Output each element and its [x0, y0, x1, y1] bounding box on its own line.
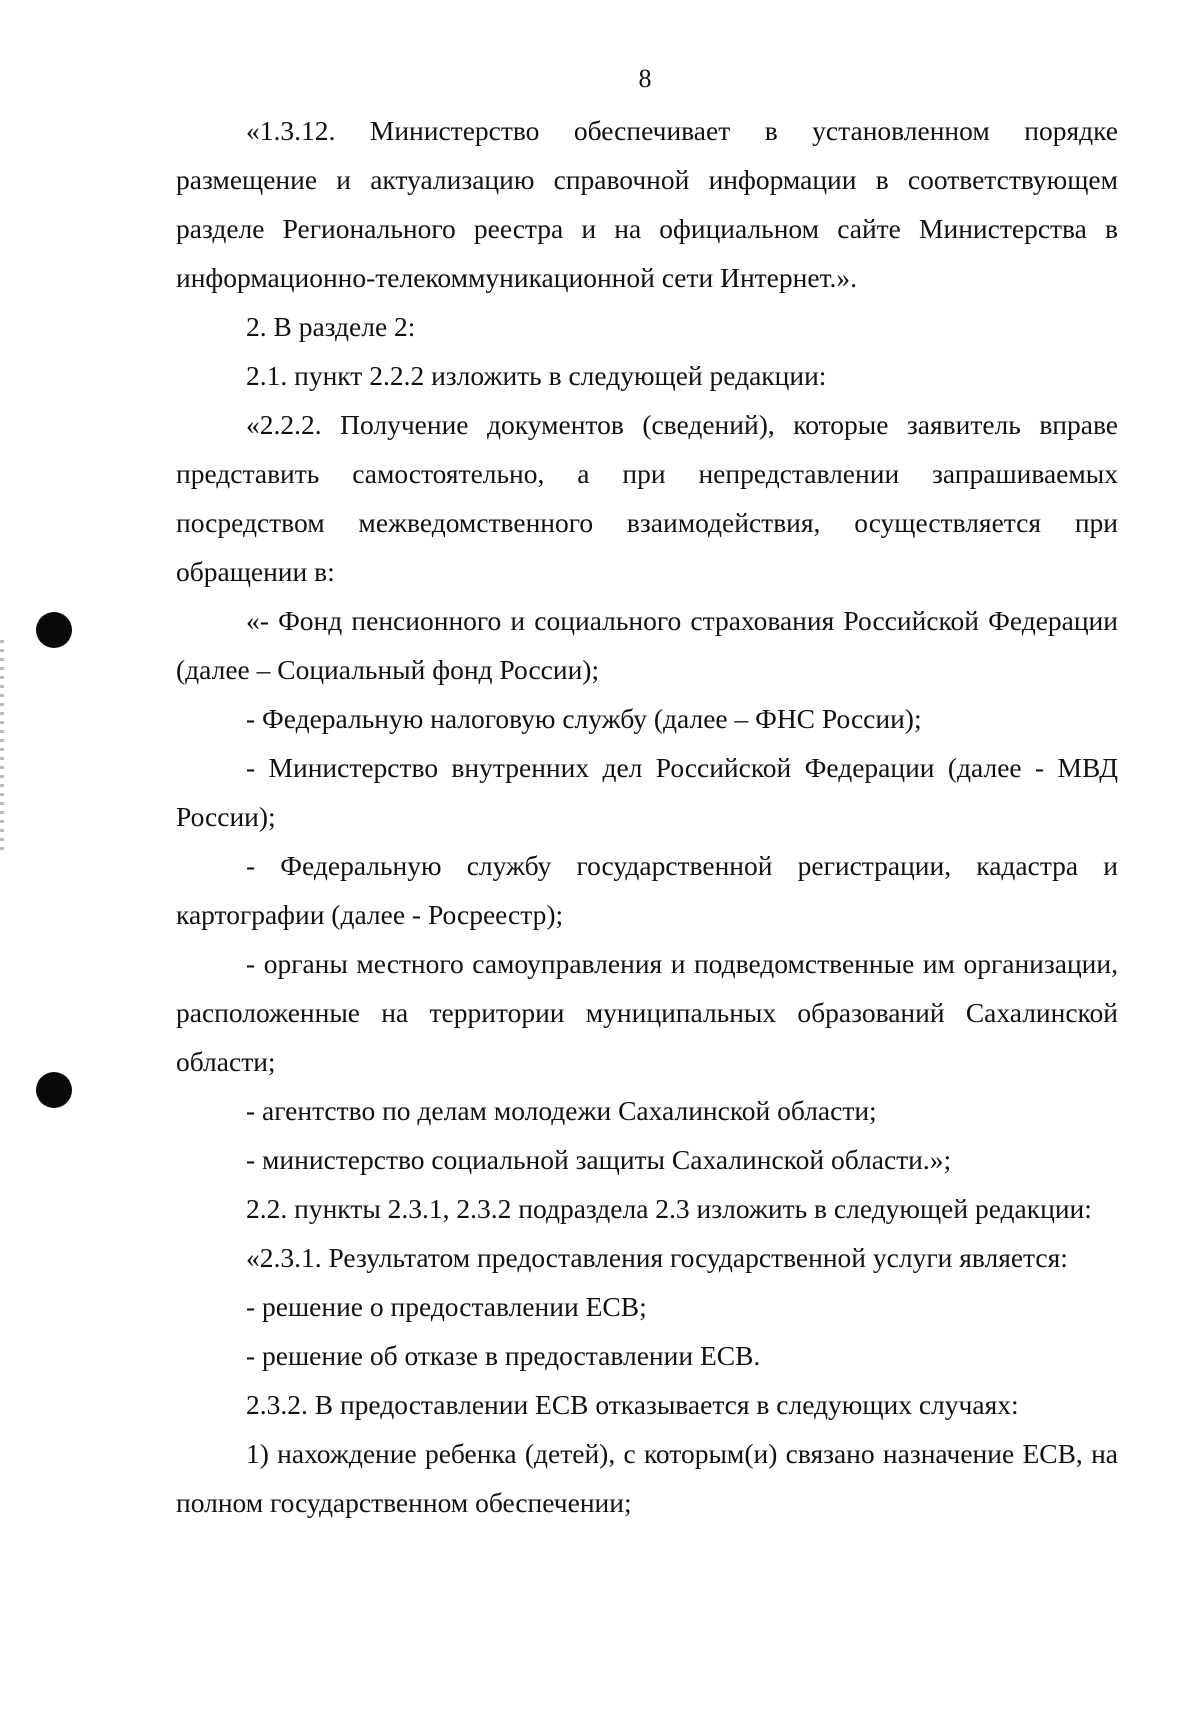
paragraph-2-3-1: «2.3.1. Результатом предоставления государственной услуги является:: [246, 1242, 1068, 1273]
list-item-rosreestr: - Федеральную службу государственной регистрации, кадастра и картографии (далее - Росреестр);: [176, 850, 1118, 930]
paragraph-2-2-2: «2.2.2. Получение документов (сведений), которые заявитель вправе представить самостоятельно, а при непредставлении запрашиваемых посредством межведомственного взаимодействия, осуществляется при обращении в:: [176, 409, 1118, 587]
list-item-social-ministry: - министерство социальной защиты Сахалинской области.»;: [246, 1144, 952, 1175]
punch-hole: [36, 612, 72, 648]
list-item-social-fund: «- Фонд пенсионного и социального страхования Российской Федерации (далее – Социальный фонд России);: [176, 605, 1118, 685]
list-item-decision-grant: - решение о предоставлении ЕСВ;: [246, 1291, 647, 1322]
list-item-refusal-reason-1: 1) нахождение ребенка (детей), с которым(и) связано назначение ЕСВ, на полном государственном обеспечении;: [176, 1438, 1118, 1518]
list-item-fns: - Федеральную налоговую службу (далее – ФНС России);: [246, 703, 922, 734]
punch-hole: [36, 1072, 72, 1108]
paragraph-2-1: 2.1. пункт 2.2.2 изложить в следующей редакции:: [246, 360, 827, 391]
list-item-youth-agency: - агентство по делам молодежи Сахалинской области;: [246, 1095, 877, 1126]
paragraph-section-2: 2. В разделе 2:: [246, 311, 416, 342]
binding-edge-mark: [0, 640, 4, 850]
paragraph-2-3-2: 2.3.2. В предоставлении ЕСВ отказывается в следующих случаях:: [246, 1389, 1019, 1420]
document-body: [176, 106, 1118, 1527]
list-item-local-government: - органы местного самоуправления и подведомственные им организации, расположенные на территории муниципальных образований Сахалинской области;: [176, 948, 1118, 1077]
list-item-decision-refusal: - решение об отказе в предоставлении ЕСВ.: [246, 1340, 761, 1371]
paragraph-2-2: 2.2. пункты 2.3.1, 2.3.2 подраздела 2.3 изложить в следующей редакции:: [246, 1193, 1092, 1224]
list-item-mvd: - Министерство внутренних дел Российской Федерации (далее - МВД России);: [176, 752, 1118, 832]
page-number: 8: [638, 64, 652, 93]
paragraph-1-3-12: «1.3.12. Министерство обеспечивает в установленном порядке размещение и актуализацию справочной информации в соответствующем разделе Регионального реестра и на официальном сайте Министерства в информационно-телекоммуникационной сети Интернет.».: [176, 115, 1118, 293]
